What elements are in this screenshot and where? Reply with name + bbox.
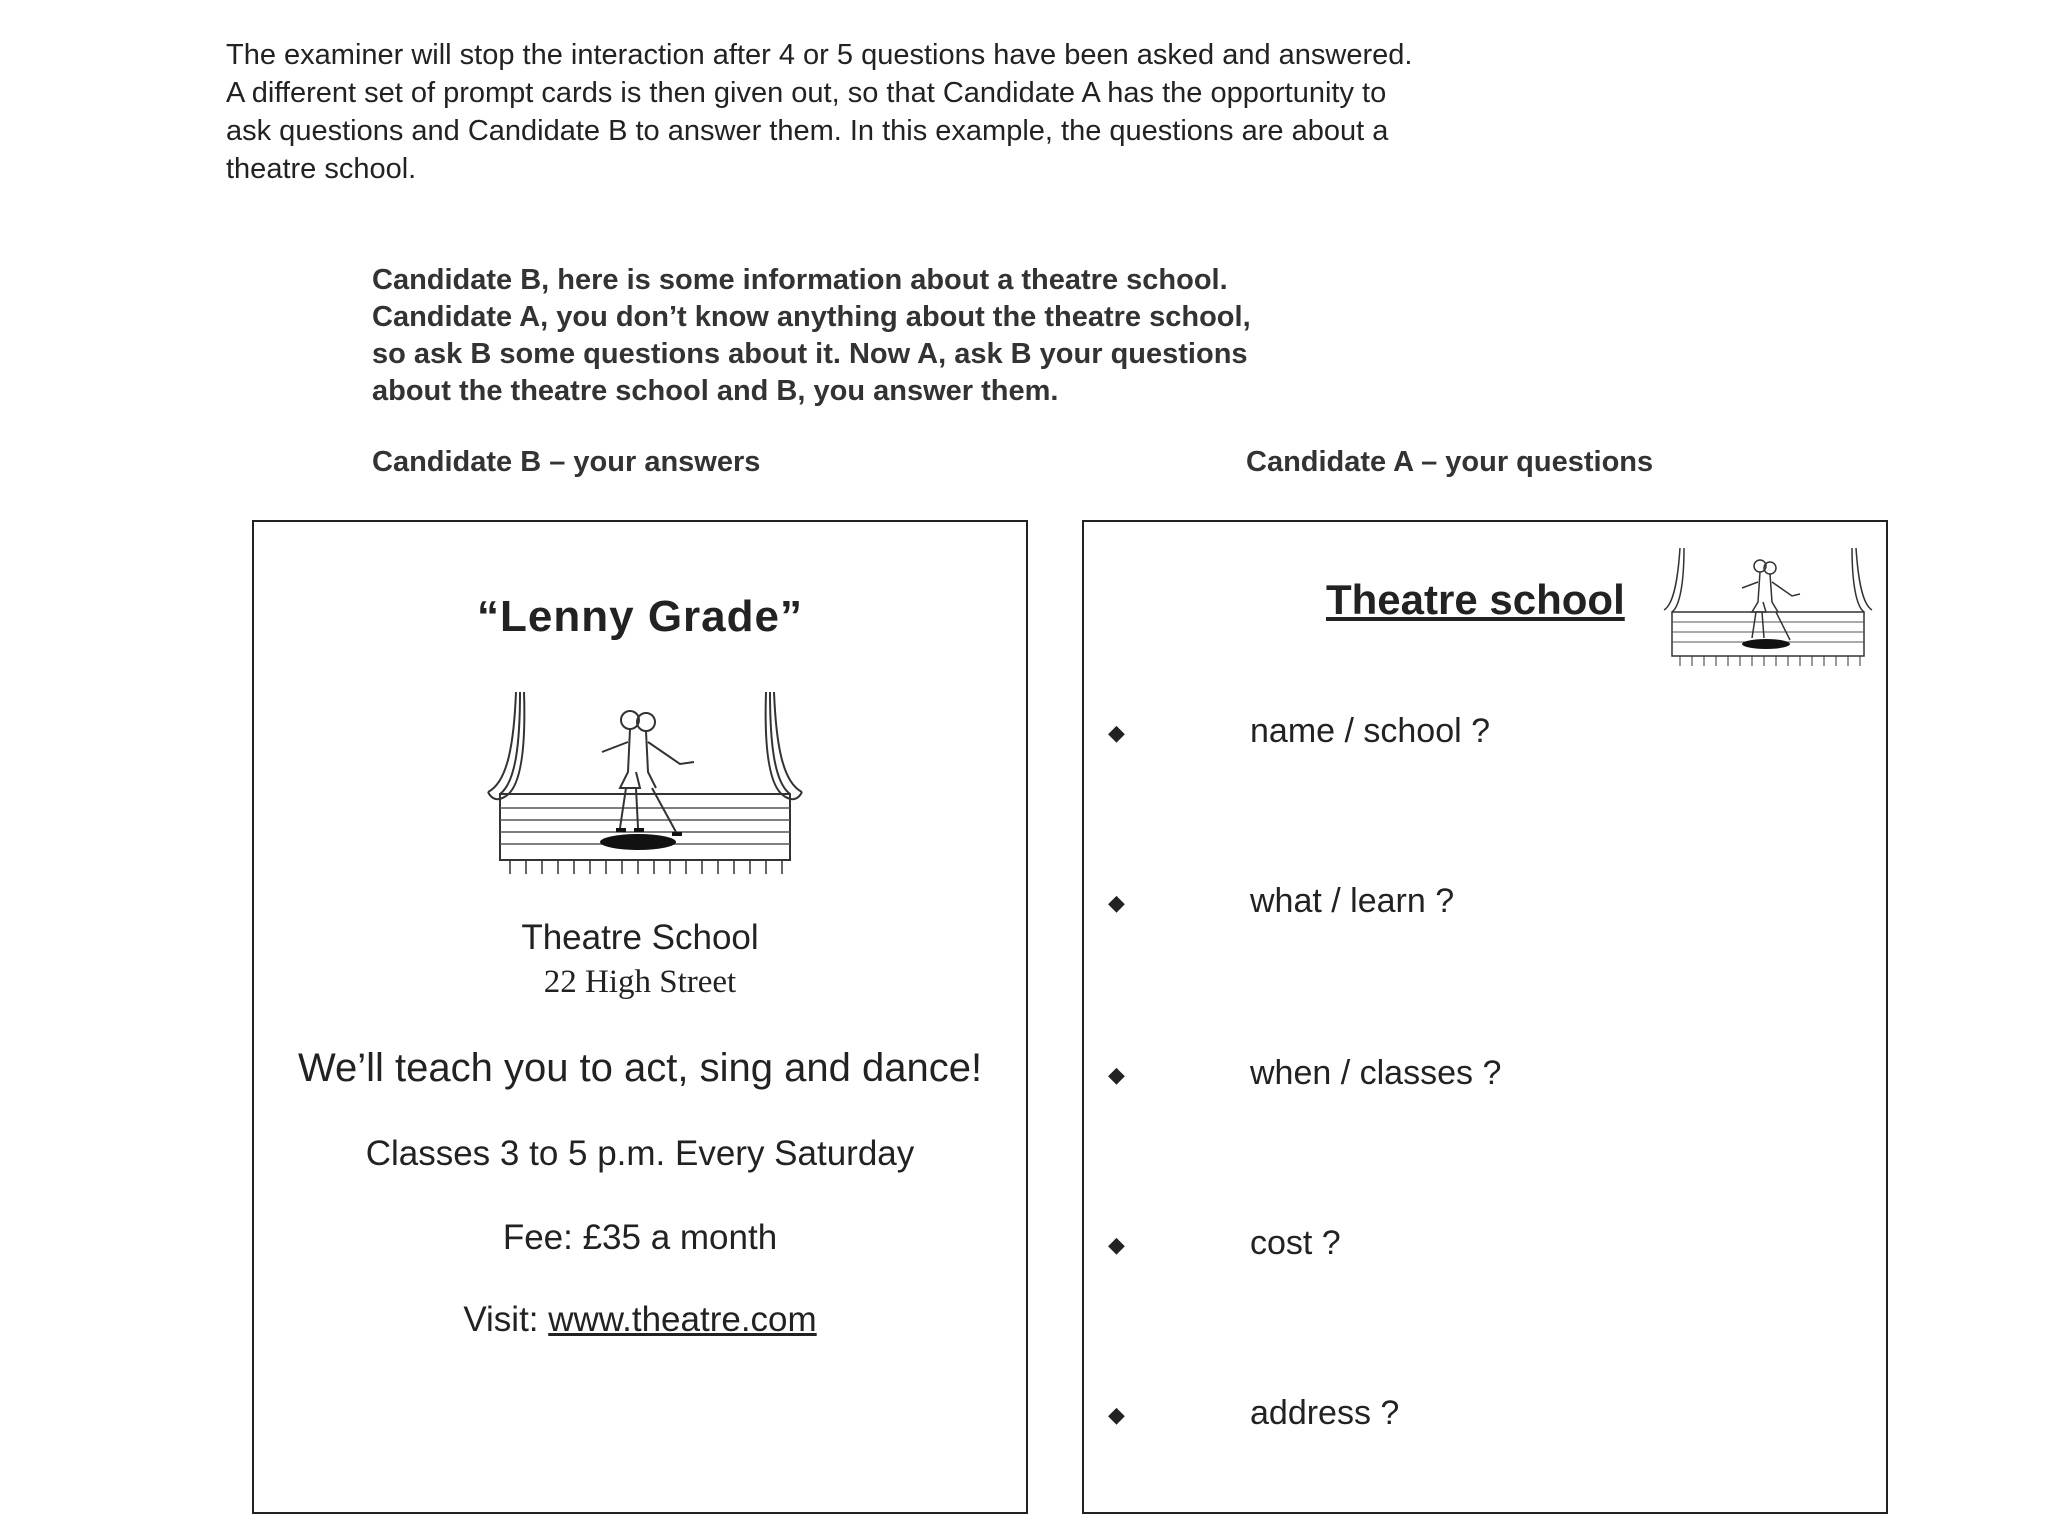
school-address: 22 High Street bbox=[543, 964, 737, 1000]
diamond-bullet-icon: ◆ bbox=[1108, 890, 1125, 915]
visit-label: Visit: bbox=[463, 1300, 549, 1339]
theatre-stage-image bbox=[480, 692, 810, 892]
candidate-b-card bbox=[252, 520, 1028, 1514]
instruction-line: Candidate A, you don’t know anything about the theatre school, bbox=[372, 301, 1251, 333]
fee-info: Fee: £35 a month bbox=[502, 1218, 778, 1257]
card-a-heading: Candidate A – your questions bbox=[1246, 446, 1654, 478]
question-prompt bbox=[1084, 1054, 1886, 1098]
questions-title: Theatre school bbox=[1326, 576, 1625, 623]
prompt-text: name / school ? bbox=[1250, 712, 1491, 750]
intro-line: ask questions and Candidate B to answer them. In this example, the questions are about a bbox=[226, 115, 1389, 147]
candidate-a-card bbox=[1082, 520, 1888, 1514]
diamond-bullet-icon: ◆ bbox=[1108, 1402, 1125, 1427]
prompt-text: address ? bbox=[1250, 1394, 1400, 1432]
class-times: Classes 3 to 5 p.m. Every Saturday bbox=[365, 1134, 915, 1173]
theatre-stage-image bbox=[1662, 548, 1874, 680]
instruction-line: Candidate B, here is some information about a theatre school. bbox=[372, 264, 1228, 296]
prompt-text: when / classes ? bbox=[1250, 1054, 1502, 1092]
intro-line: The examiner will stop the interaction after 4 or 5 questions have been asked and answered. bbox=[226, 39, 1413, 71]
question-prompt bbox=[1084, 1224, 1886, 1268]
visit-info bbox=[254, 1300, 1026, 1340]
examiner-instructions bbox=[372, 262, 1472, 410]
question-prompt bbox=[1084, 1394, 1886, 1438]
diamond-bullet-icon: ◆ bbox=[1108, 1232, 1125, 1257]
instruction-line: about the theatre school and B, you answer them. bbox=[372, 375, 1059, 407]
diamond-bullet-icon: ◆ bbox=[1108, 1062, 1125, 1087]
intro-line: A different set of prompt cards is then given out, so that Candidate A has the opportunity to bbox=[226, 77, 1387, 109]
intro-line: theatre school. bbox=[226, 153, 417, 185]
instruction-line: so ask B some questions about it. Now A, ask B your questions bbox=[372, 338, 1248, 370]
school-name: Theatre School bbox=[521, 918, 759, 957]
card-b-heading: Candidate B – your answers bbox=[372, 446, 761, 478]
question-prompt bbox=[1084, 712, 1886, 756]
prompt-text: what / learn ? bbox=[1250, 882, 1455, 920]
question-prompt bbox=[1084, 882, 1886, 926]
school-slogan: We’ll teach you to act, sing and dance! bbox=[297, 1046, 983, 1090]
intro-paragraph bbox=[226, 36, 1626, 188]
website-link[interactable]: www.theatre.com bbox=[548, 1300, 817, 1339]
prompt-text: cost ? bbox=[1250, 1224, 1341, 1262]
diamond-bullet-icon: ◆ bbox=[1108, 720, 1125, 745]
school-title: “Lenny Grade” bbox=[477, 592, 803, 641]
